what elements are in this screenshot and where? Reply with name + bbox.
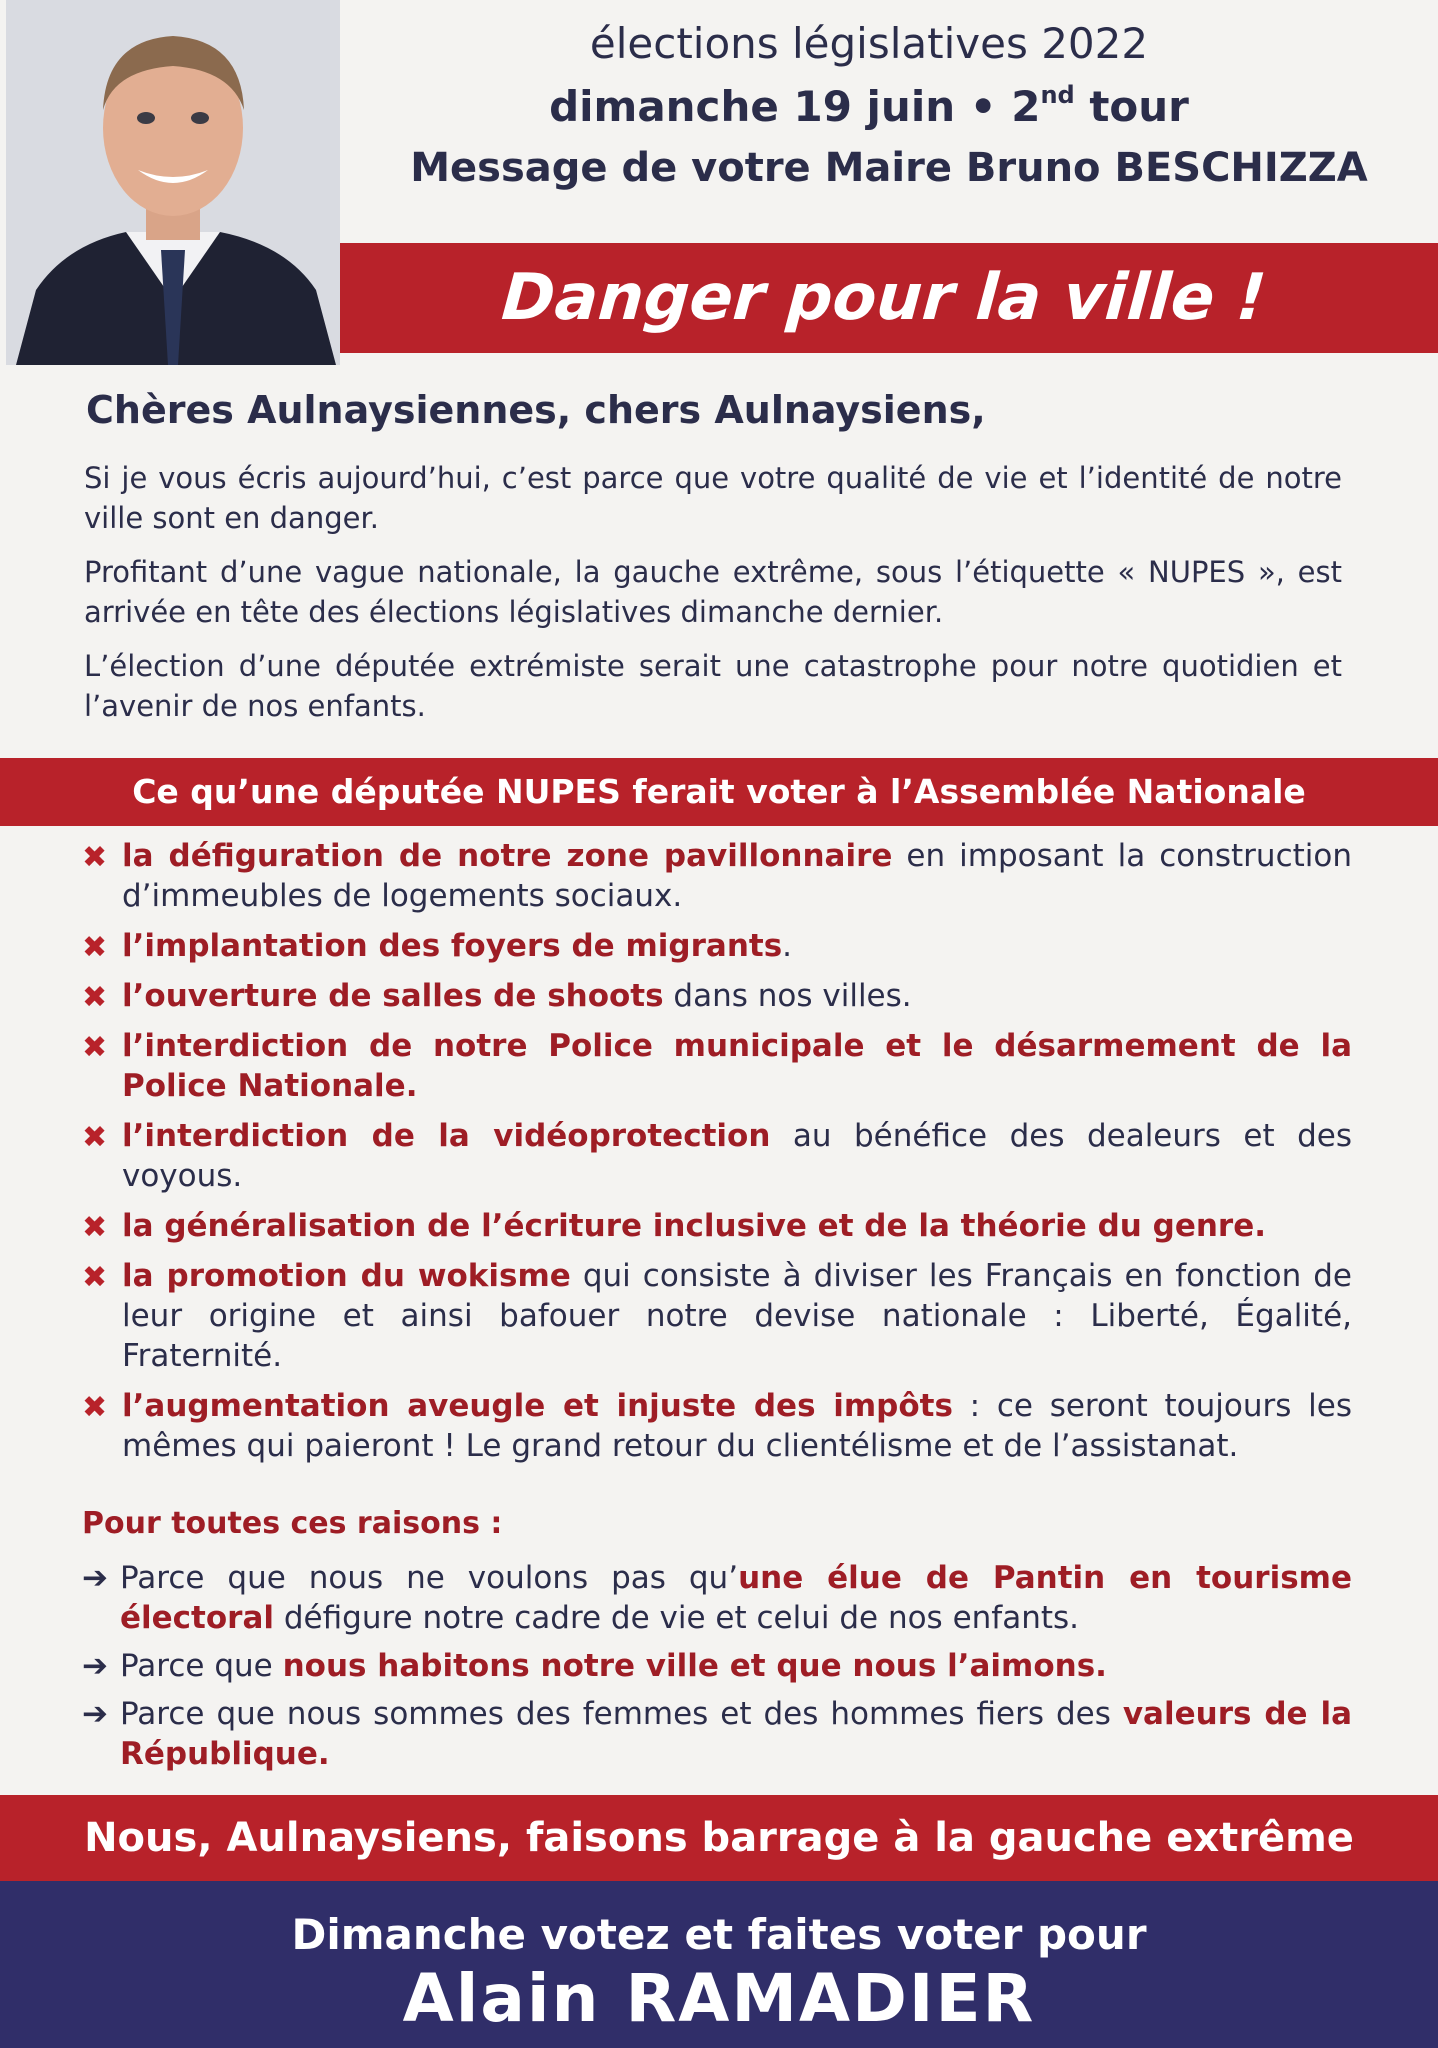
list-item: ✖ l’interdiction de notre Police municipale et le désarmement de la Police Nationale.	[82, 1028, 1352, 1104]
intro-paragraph: Si je vous écris aujourd’hui, c’est parce que votre qualité de vie et l’identité de notre ville sont en danger.	[84, 461, 1342, 535]
cross-icon: ✖	[82, 1260, 108, 1295]
vote-call: Dimanche votez et faites voter pour	[291, 1910, 1147, 1959]
election-title: élections législatives 2022	[589, 19, 1149, 68]
arrow-right-icon: ➔	[82, 1696, 108, 1732]
list-item: ✖ la promotion du wokisme qui consiste à diviser les Français en fonction de leur origine et ainsi bafouer notre devise nationale : Liberté, Égalité, Fraternité.	[82, 1258, 1352, 1374]
danger-banner: Danger pour la ville !	[340, 243, 1438, 353]
reasons-list	[82, 1558, 1352, 1782]
list-item: ✖ la généralisation de l’écriture inclusive et de la théorie du genre.	[82, 1206, 1352, 1246]
cross-icon: ✖	[82, 840, 108, 875]
intro-paragraph: L’élection d’une députée extrémiste serait une catastrophe pour notre quotidien et l’avenir de nos enfants.	[84, 649, 1342, 723]
cross-icon: ✖	[82, 1120, 108, 1155]
reason-item: ➔ Parce que nous sommes des femmes et des hommes fiers des valeurs de la République.	[82, 1696, 1352, 1772]
nupes-measures-list	[82, 836, 1352, 1476]
list-item: ✖ l’implantation des foyers de migrants.	[82, 926, 1352, 966]
list-item: ✖ l’augmentation aveugle et injuste des impôts : ce seront toujours les mêmes qui paieront ! Le grand retour du clientélisme et de l’assistanat.	[82, 1388, 1352, 1464]
candidate-name: Alain RAMADIER	[402, 1960, 1036, 2037]
greeting: Chères Aulnaysiennes, chers Aulnaysiens,	[86, 388, 986, 432]
reason-item: ➔ Parce que nous ne voulons pas qu’une élue de Pantin en tourisme électoral défigure notre cadre de vie et celui de nos enfants.	[82, 1560, 1352, 1636]
intro-text	[84, 458, 1342, 740]
mayor-portrait	[6, 0, 340, 365]
header	[340, 18, 1438, 196]
arrow-right-icon: ➔	[82, 1648, 108, 1684]
slogan-band: Nous, Aulnaysiens, faisons barrage à la gauche extrême	[0, 1795, 1438, 1881]
cross-icon: ✖	[82, 1210, 108, 1245]
election-date: dimanche 19 juin • 2nd tour	[549, 81, 1189, 131]
mayor-message-title: Message de votre Maire Bruno BESCHIZZA	[410, 145, 1368, 191]
list-item: ✖ l’ouverture de salles de shoots dans nos villes.	[82, 976, 1352, 1016]
portrait-illustration	[6, 0, 340, 365]
cross-icon: ✖	[82, 930, 108, 965]
cross-icon: ✖	[82, 1030, 108, 1065]
list-item: ✖ la défiguration de notre zone pavillonnaire en imposant la construction d’immeubles de logements sociaux.	[82, 838, 1352, 914]
reasons-title: Pour toutes ces raisons :	[82, 1506, 503, 1541]
arrow-right-icon: ➔	[82, 1560, 108, 1596]
intro-paragraph: Profitant d’une vague nationale, la gauche extrême, sous l’étiquette « NUPES », est arrivée en tête des élections législatives dimanche dernier.	[84, 555, 1342, 629]
footer-call-to-vote	[0, 1881, 1438, 2048]
reason-item: ➔ Parce que nous habitons notre ville et que nous l’aimons.	[82, 1648, 1107, 1684]
section-title-band: Ce qu’une députée NUPES ferait voter à l’Assemblée Nationale	[0, 758, 1438, 826]
cross-icon: ✖	[82, 1390, 108, 1425]
list-item: ✖ l’interdiction de la vidéoprotection au bénéfice des dealeurs et des voyous.	[82, 1118, 1352, 1194]
cross-icon: ✖	[82, 980, 108, 1015]
